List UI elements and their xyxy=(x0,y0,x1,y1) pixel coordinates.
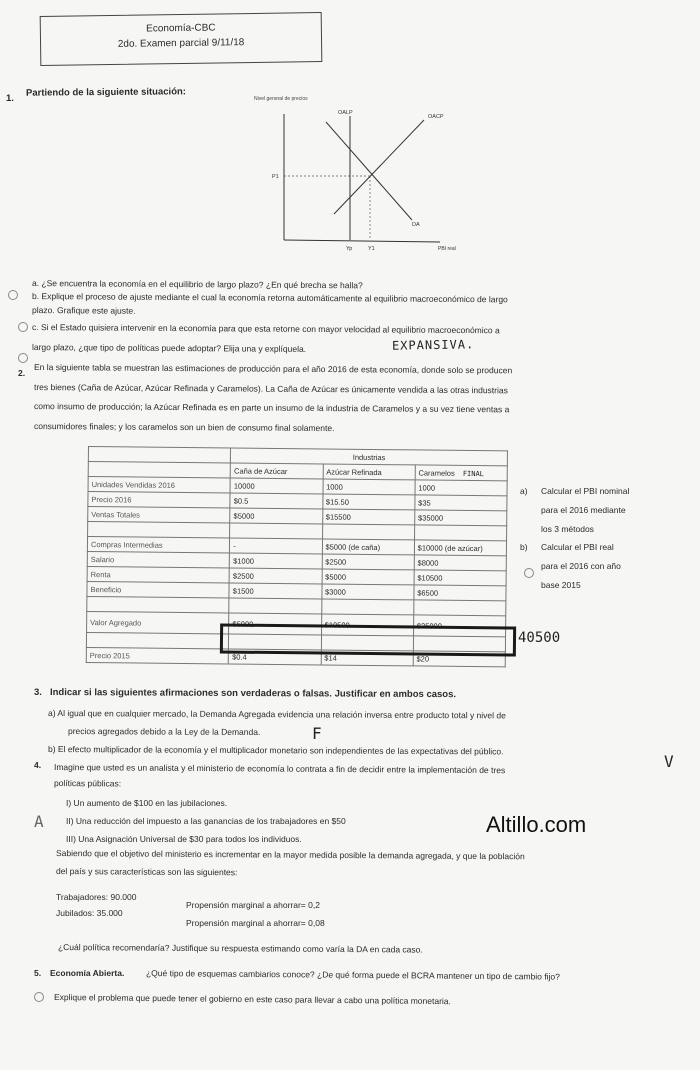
va-total-handwritten: 40500 xyxy=(518,630,561,646)
q4-policy-2: II) Una reducción del impuesto a las ganancias de los trabajadores en $50 xyxy=(66,816,346,826)
q4-number: 4. xyxy=(34,760,42,770)
q3-b-handwritten-mark: V xyxy=(664,752,674,771)
q3-number: 3. xyxy=(34,687,42,698)
q2-a-line: los 3 métodos xyxy=(541,524,594,534)
table-row: Renta $2500 $5000 $10500 xyxy=(87,566,506,585)
final-handwritten-note: FINAL xyxy=(462,469,484,478)
as-ad-graph xyxy=(240,92,470,257)
q3-title: Indicar si las siguientes afirmaciones son verdaderas o falsas. Justificar en ambos casos. xyxy=(49,687,457,701)
exam-title: 2do. Examen parcial 9/11/18 xyxy=(117,37,245,50)
q1-title: Partiendo de la siguiente situación: xyxy=(25,86,186,99)
q1-b-line1: b. Explique el proceso de ajuste mediante el cual la economía retorna automáticamente al equilibrio macroeconómico de largo xyxy=(31,291,508,305)
q5-line2: Explique el problema que puede tener el gobierno en este caso para llevar a cabo una política monetaria. xyxy=(53,992,451,1007)
altillo-watermark: Altillo.com xyxy=(486,812,587,837)
table-row-valor-agregado: Valor Agregado $5000 $10500 $25000 xyxy=(87,611,506,636)
yp-label: Yp xyxy=(346,246,353,252)
q4-line2: políticas públicas: xyxy=(53,778,122,789)
margin-circle xyxy=(34,992,44,1002)
y-axis-label: Nivel general de precios xyxy=(254,96,308,102)
q1-a: a. ¿Se encuentra la economía en el equilibrio de largo plazo? ¿En qué brecha se halla? xyxy=(31,278,363,291)
q2-a-line: para el 2016 mediante xyxy=(541,505,626,515)
q4-workers: Trabajadores: 90.000 xyxy=(56,892,137,902)
col-header: Caña de Azúcar xyxy=(230,463,322,479)
q4-margin-mark: A xyxy=(34,812,44,831)
table-row: Beneficio $1500 $3000 $6500 xyxy=(87,581,506,600)
q2-a-line: Calcular el PBI nominal xyxy=(541,486,630,496)
q1-b-line2: plazo. Grafique este ajuste. xyxy=(31,305,136,316)
da-label: DA xyxy=(412,222,420,228)
table-row: Ventas Totales $5000 $15500 $35000 xyxy=(88,507,507,526)
table-row: Unidades Vendidas 2016 10000 1000 1000 xyxy=(88,477,507,496)
q2-line3: como insumo de producción; la Azúcar Refinada es en parte un insumo de la industria de Caramelos y a su vez tiene ventas a xyxy=(33,401,510,415)
x-axis xyxy=(284,240,440,242)
q2-b-line: para el 2016 con año xyxy=(541,561,621,571)
margin-circle xyxy=(524,568,534,578)
q5-number: 5. xyxy=(34,968,42,978)
industries-header: Industrias xyxy=(231,448,508,466)
margin-circle xyxy=(8,290,18,300)
q4-retirees-pma: Propensión marginal a ahorrar= 0,08 xyxy=(186,918,325,928)
q4-workers-pma: Propensión marginal a ahorrar= 0,2 xyxy=(186,900,320,910)
q2-b-label: b) xyxy=(520,542,528,552)
q2-a-label: a) xyxy=(520,486,528,496)
margin-circle xyxy=(18,322,28,332)
course-title: Economía-CBC xyxy=(146,22,216,35)
q2-b-line: Calcular el PBI real xyxy=(541,542,614,552)
q4-line1: Imagine que usted es un analista y el ministerio de economía lo contrata a fin de decidir entre la implementación de tres xyxy=(53,762,506,776)
q4-objective-line1: Sabiendo que el objetivo del ministerio es incrementar en la mayor medida posible la demanda agregada, y que la población xyxy=(55,848,525,862)
q3-a-line2: precios agregados debido a la Ley de la Demanda. xyxy=(67,726,261,738)
q2-b-line: base 2015 xyxy=(541,580,581,590)
da-curve xyxy=(326,122,412,220)
valor-agregado-highlight xyxy=(220,623,516,656)
exam-header xyxy=(40,12,323,66)
table-row: Salario $1000 $2500 $8000 xyxy=(87,551,506,570)
oalp-label: OALP xyxy=(338,110,353,116)
col-header: Azúcar Refinada xyxy=(323,464,415,480)
q2-line1: En la siguiente tabla se muestran las estimaciones de producción para el año 2016 de esta economía, donde solo se producen xyxy=(33,362,513,376)
p1-label: P1 xyxy=(272,174,279,180)
q5-line1: ¿Qué tipo de esquemas cambiarios conoce? ¿De qué forma puede el BCRA mantener un tipo de cambio fijo? xyxy=(145,968,560,982)
q1-c-handwritten-answer: EXPANSIVA. xyxy=(391,337,475,353)
q5-title: Economía Abierta. xyxy=(50,968,125,978)
q1-c-line2: largo plazo, ¿que tipo de políticas puede adoptar? Elija una y explíquela. xyxy=(31,342,307,354)
q4-retirees: Jubilados: 35.000 xyxy=(56,908,123,918)
q4-policy-1: I) Un aumento de $100 en las jubilaciones. xyxy=(66,798,228,808)
q4-question: ¿Cuál política recomendaría? Justifique su respuesta estimando como varía la DA en cada caso. xyxy=(57,942,423,955)
oacp-curve xyxy=(334,120,424,214)
q2-number: 2. xyxy=(18,368,26,378)
q3-a-handwritten-mark: F xyxy=(312,724,322,743)
q1-number: 1. xyxy=(6,93,14,104)
q4-policy-3: III) Una Asignación Universal de $30 para todos los individuos. xyxy=(66,834,302,844)
oacp-label: OACP xyxy=(428,114,444,120)
q1-c-line1: c. Si el Estado quisiera intervenir en la economía para que esta retorne con mayor velocidad al equilibrio macroeconómico a xyxy=(31,322,500,336)
q4-objective-line2: del país y sus características son las siguientes: xyxy=(55,866,238,878)
q2-line2: tres bienes (Caña de Azúcar, Azúcar Refinada y Caramelos). La Caña de Azúcar es únicamente vendida a las otras industrias xyxy=(33,382,508,396)
col-header: Caramelos FINAL xyxy=(415,465,507,481)
table-row: Precio 2015 $0.4 $14 $20 xyxy=(86,647,505,666)
margin-circle xyxy=(18,353,28,363)
table-row: Compras Intermedias - $5000 (de caña) $10000 (de azúcar) xyxy=(87,537,506,556)
table-row: Precio 2016 $0.5 $15.50 $35 xyxy=(88,492,507,511)
x-axis-label: PBI real xyxy=(438,246,456,252)
q2-line4: consumidores finales; y los caramelos son un bien de consumo final solamente. xyxy=(33,421,335,434)
y1-label: Y1 xyxy=(368,246,375,252)
q3-a-line1: a) Al igual que en cualquier mercado, la Demanda Agregada evidencia una relación inversa entre producto total y nivel de xyxy=(47,708,506,721)
q3-b: b) El efecto multiplicador de la economía y el multiplicador monetario son independientes de las expectativas del público. xyxy=(47,744,504,757)
